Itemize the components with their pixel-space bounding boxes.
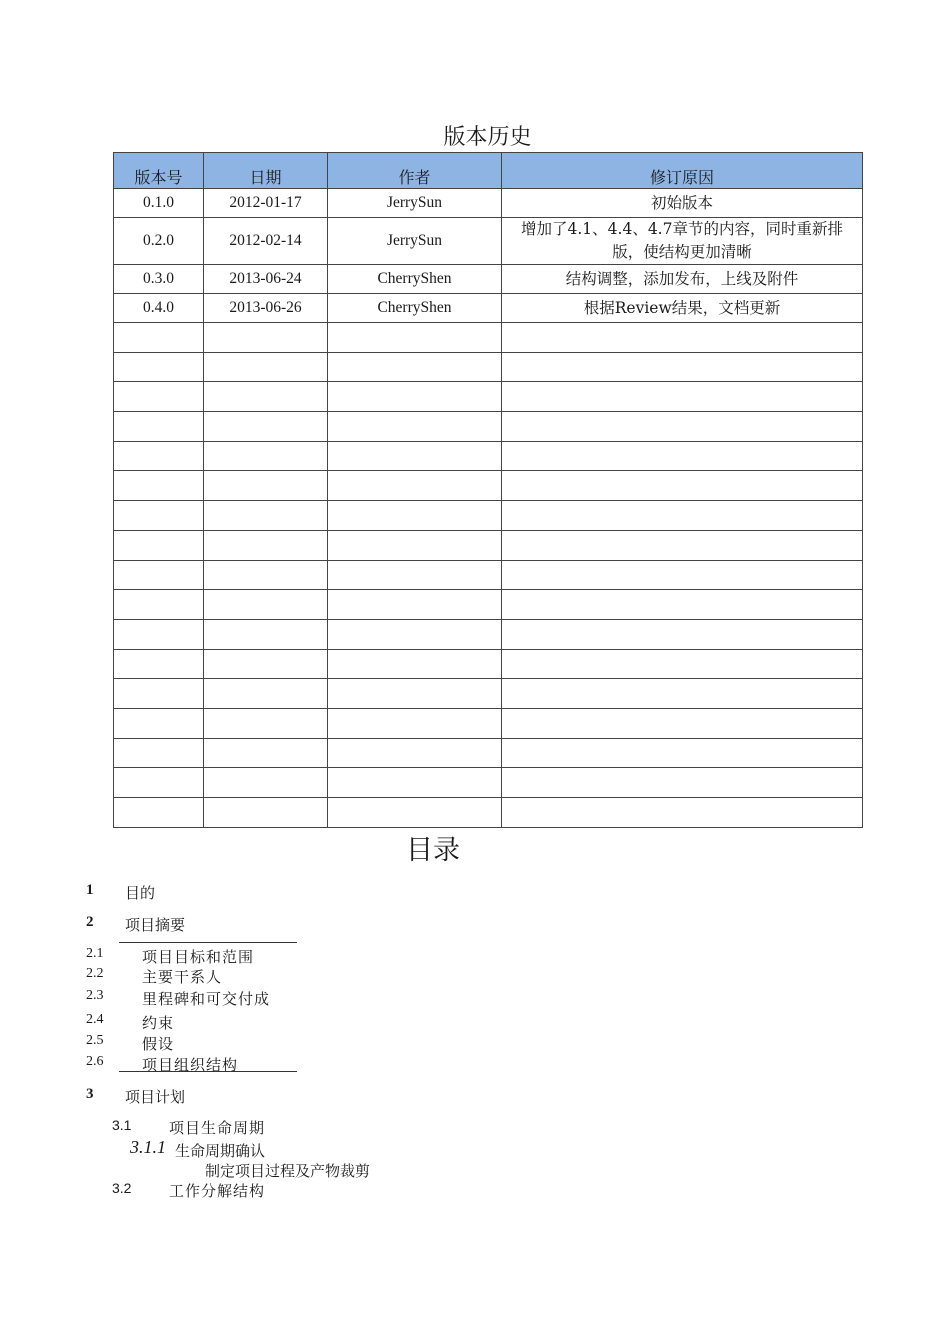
empty-cell	[328, 679, 502, 709]
empty-cell	[328, 560, 502, 590]
empty-cell	[328, 501, 502, 531]
empty-cell	[204, 501, 328, 531]
empty-cell	[328, 619, 502, 649]
empty-cell	[328, 471, 502, 501]
empty-cell	[204, 679, 328, 709]
empty-cell	[114, 352, 204, 382]
empty-cell	[114, 708, 204, 738]
toc-label: 项目目标和范围	[142, 948, 255, 966]
header-version: 版本号	[114, 153, 204, 189]
empty-cell	[502, 441, 863, 471]
toc-title: 目录	[406, 835, 460, 866]
cell-date: 2012-01-17	[204, 189, 328, 218]
toc-label: 项目计划	[125, 1088, 186, 1106]
empty-cell	[502, 679, 863, 709]
empty-cell	[328, 352, 502, 382]
toc-number: 3.2	[112, 1180, 132, 1196]
toc-label: 约束	[142, 1014, 175, 1032]
toc-number: 3.1.1	[130, 1137, 166, 1157]
empty-cell	[204, 768, 328, 798]
toc-number: 2.1	[86, 946, 104, 961]
empty-cell	[502, 798, 863, 828]
empty-cell	[114, 382, 204, 412]
table-row-empty	[114, 798, 863, 828]
toc-label: 生命周期确认	[175, 1142, 266, 1160]
empty-cell	[502, 382, 863, 412]
empty-cell	[204, 738, 328, 768]
cell-version: 0.3.0	[114, 265, 204, 294]
table-row	[114, 294, 863, 323]
empty-cell	[204, 560, 328, 590]
empty-cell	[502, 323, 863, 353]
table-row	[114, 265, 863, 294]
version-history-title: 版本历史	[443, 125, 532, 150]
table-header-row	[114, 153, 863, 189]
table-row-empty	[114, 619, 863, 649]
empty-cell	[114, 501, 204, 531]
toc-label: 目的	[125, 884, 156, 902]
empty-cell	[114, 590, 204, 620]
empty-cell	[502, 412, 863, 442]
table-row-empty	[114, 352, 863, 382]
empty-cell	[502, 738, 863, 768]
empty-cell	[204, 412, 328, 442]
empty-cell	[502, 619, 863, 649]
toc-label: 项目生命周期	[169, 1119, 266, 1137]
cell-reason: 初始版本	[502, 189, 863, 218]
toc-label: 项目摘要	[125, 916, 186, 934]
empty-cell	[204, 619, 328, 649]
empty-cell	[328, 323, 502, 353]
header-author: 作者	[328, 153, 502, 189]
empty-cell	[328, 441, 502, 471]
empty-cell	[502, 708, 863, 738]
empty-cell	[502, 471, 863, 501]
empty-cell	[114, 649, 204, 679]
empty-cell	[114, 441, 204, 471]
table-row-empty	[114, 708, 863, 738]
empty-cell	[114, 323, 204, 353]
empty-cell	[328, 798, 502, 828]
empty-cell	[204, 708, 328, 738]
table-row-empty	[114, 679, 863, 709]
table-row-empty	[114, 590, 863, 620]
table-row	[114, 189, 863, 218]
empty-cell	[502, 352, 863, 382]
empty-cell	[328, 412, 502, 442]
table-row-empty	[114, 412, 863, 442]
toc-label: 工作分解结构	[169, 1182, 266, 1200]
table-row-empty	[114, 560, 863, 590]
empty-cell	[204, 530, 328, 560]
empty-cell	[114, 560, 204, 590]
toc-divider	[119, 1071, 297, 1072]
empty-cell	[328, 590, 502, 620]
empty-cell	[502, 560, 863, 590]
empty-cell	[328, 382, 502, 412]
table-row-empty	[114, 382, 863, 412]
empty-cell	[114, 798, 204, 828]
empty-cell	[114, 768, 204, 798]
empty-cell	[502, 590, 863, 620]
toc-number: 2.5	[86, 1033, 104, 1048]
toc-number: 2.4	[86, 1012, 104, 1027]
cell-version: 0.2.0	[114, 218, 204, 265]
cell-reason: 根据Review结果，文档更新	[502, 294, 863, 323]
empty-cell	[114, 619, 204, 649]
toc-number: 2.2	[86, 966, 104, 981]
toc-label: 制定项目过程及产物裁剪	[205, 1162, 371, 1180]
toc-label: 里程碑和可交付成	[142, 990, 271, 1008]
table-row-empty	[114, 501, 863, 531]
header-date: 日期	[204, 153, 328, 189]
empty-cell	[502, 501, 863, 531]
empty-cell	[328, 649, 502, 679]
table-row-empty	[114, 471, 863, 501]
empty-cell	[204, 323, 328, 353]
cell-author: JerrySun	[328, 189, 502, 218]
cell-version: 0.4.0	[114, 294, 204, 323]
cell-reason: 结构调整，添加发布，上线及附件	[502, 265, 863, 294]
cell-date: 2013-06-24	[204, 265, 328, 294]
toc-number: 2.3	[86, 988, 104, 1003]
table-row-empty	[114, 768, 863, 798]
toc-number: 2	[86, 914, 94, 930]
cell-reason: 增加了4.1、4.4、4.7章节的内容，同时重新排版，使结构更加清晰	[502, 218, 863, 265]
empty-cell	[204, 798, 328, 828]
cell-date: 2013-06-26	[204, 294, 328, 323]
table-row-empty	[114, 441, 863, 471]
empty-cell	[502, 530, 863, 560]
empty-cell	[502, 768, 863, 798]
toc-label: 项目组织结构	[142, 1056, 239, 1074]
empty-cell	[204, 441, 328, 471]
header-reason: 修订原因	[502, 153, 863, 189]
empty-cell	[114, 412, 204, 442]
empty-cell	[328, 768, 502, 798]
table-row-empty	[114, 323, 863, 353]
cell-author: JerrySun	[328, 218, 502, 265]
toc-label: 假设	[142, 1035, 175, 1053]
empty-cell	[114, 530, 204, 560]
cell-author: CherryShen	[328, 294, 502, 323]
toc-number: 3.1	[112, 1117, 132, 1133]
toc-divider	[119, 942, 297, 943]
cell-version: 0.1.0	[114, 189, 204, 218]
cell-date: 2012-02-14	[204, 218, 328, 265]
version-history-table	[113, 152, 863, 828]
empty-cell	[204, 471, 328, 501]
table-row-empty	[114, 738, 863, 768]
empty-cell	[502, 649, 863, 679]
table-row	[114, 218, 863, 265]
empty-cell	[204, 352, 328, 382]
empty-cell	[204, 590, 328, 620]
empty-cell	[204, 649, 328, 679]
empty-cell	[328, 708, 502, 738]
empty-cell	[114, 738, 204, 768]
table-row-empty	[114, 530, 863, 560]
toc-number: 1	[86, 882, 94, 898]
empty-cell	[328, 530, 502, 560]
empty-cell	[204, 382, 328, 412]
empty-cell	[114, 471, 204, 501]
toc-label: 主要干系人	[142, 968, 223, 986]
toc-number: 2.6	[86, 1054, 104, 1069]
cell-author: CherryShen	[328, 265, 502, 294]
empty-cell	[328, 738, 502, 768]
table-row-empty	[114, 649, 863, 679]
toc-number: 3	[86, 1086, 94, 1102]
empty-cell	[114, 679, 204, 709]
